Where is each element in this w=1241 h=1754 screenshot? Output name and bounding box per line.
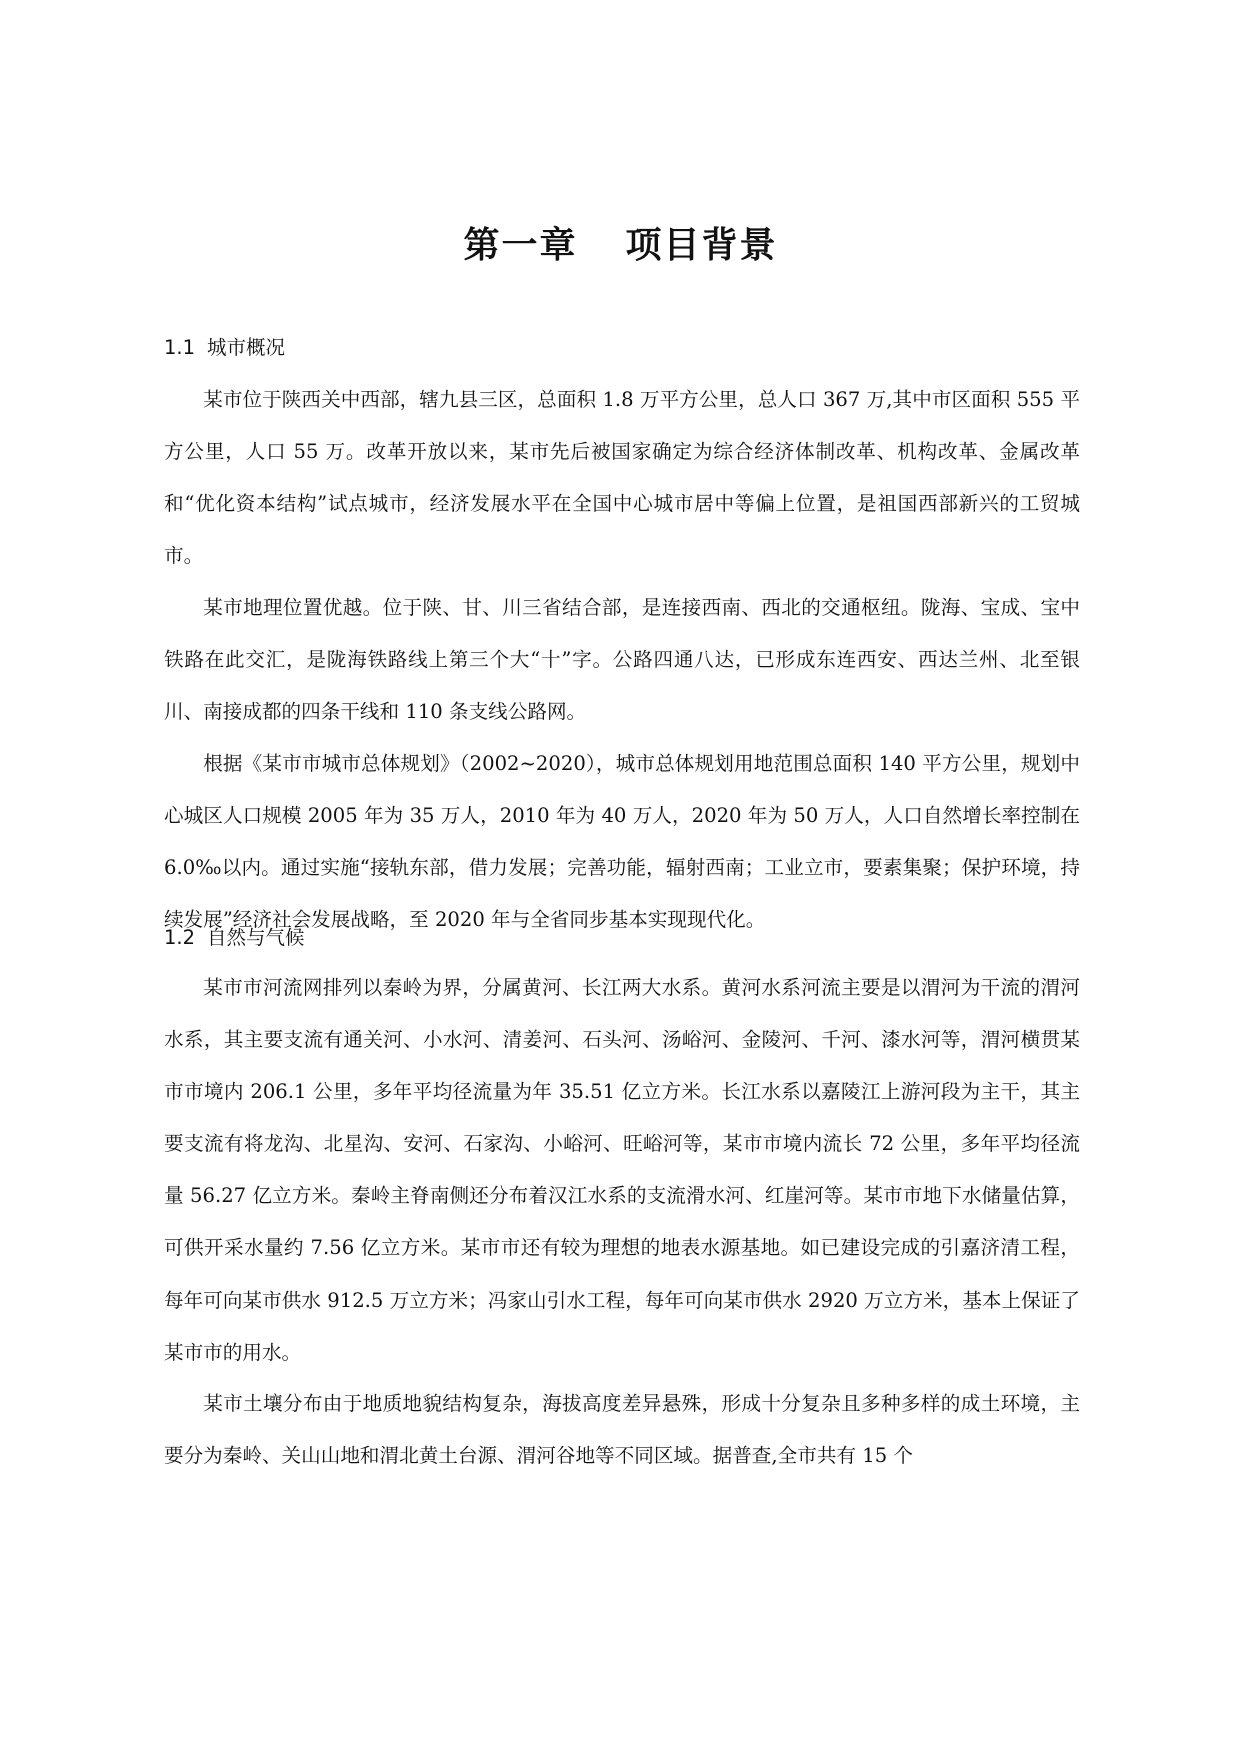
section-number: 1.2 [164, 926, 196, 949]
chapter-number: 第一章 [463, 225, 578, 266]
section-heading-1-1 [164, 333, 285, 363]
section-title: 城市概况 [207, 336, 286, 359]
paragraph: 某市市河流网排列以秦岭为界，分属黄河、长江两大水系。黄河水系河流主要是以渭河为干流的渭河水系，其主要支流有通关河、小水河、清姜河、石头河、汤峪河、金陵河、千河、漆水河等，渭河横贯某市市境内 206.1 公里，多年平均径流量为年 35.51 亿立方米。长江水系以嘉陵江上游河段为主干，其主要支流有将龙沟、北星沟、安河、石家沟、小峪河、旺峪河等，某市市境内流长 72 公里，多年平均径流量 56.27 亿立方米。秦岭主脊南侧还分布着汉江水系的支流滑水河、红崖河等。某市市地下水储量估算，可供开采水量约 7.56 亿立方米。某市市还有较为理想的地表水源基地。如已建设完成的引嘉济清工程，每年可向某市供水 912.5 万立方米；冯家山引水工程，每年可向某市供水 2920 万立方米，基本上保证了某市市的用水。 [164, 976, 1080, 1364]
section-title: 自然与气候 [207, 926, 305, 949]
paragraph: 某市位于陕西关中西部，辖九县三区，总面积 1.8 万平方公里，总人口 367 万,其中市区面积 555 平方公里，人口 55 万。改革开放以来，某市先后被国家确定为综合经济体制改革、机构改革、金属改革和“优化资本结构”试点城市，经济发展水平在全国中心城市居中等偏上位置，是祖国西部新兴的工贸城市。 [164, 388, 1080, 568]
paragraph: 某市土壤分布由于地质地貌结构复杂，海拔高度差异悬殊，形成十分复杂且多种多样的成土环境，主要分为秦岭、关山山地和渭北黄土台源、渭河谷地等不同区域。据普查,全市共有 15 个 [164, 1392, 1080, 1468]
section-heading-1-2 [164, 923, 305, 953]
paragraph: 根据《某市市城市总体规划》（2002~2020），城市总体规划用地范围总面积 140 平方公里，规划中心城区人口规模 2005 年为 35 万人，2010 年为 40 万人，2020 年为 50 万人，人口自然增长率控制在 6.0‰以内。通过实施“接轨东部，借力发展；完善功能，辐射西南；工业立市，要素集聚；保护环境，持续发展”经济社会发展战略，至 2020 年与全省同步基本实现现代化。 [164, 752, 1080, 932]
chapter-title [0, 222, 1241, 270]
paragraph: 某市地理位置优越。位于陕、甘、川三省结合部，是连接西南、西北的交通枢纽。陇海、宝成、宝中铁路在此交汇，是陇海铁路线上第三个大“十”字。公路四通八达，已形成东连西安、西达兰州、北至银川、南接成都的四条干线和 110 条支线公路网。 [164, 596, 1080, 724]
section-number: 1.1 [164, 336, 196, 359]
chapter-name: 项目背景 [625, 225, 778, 266]
